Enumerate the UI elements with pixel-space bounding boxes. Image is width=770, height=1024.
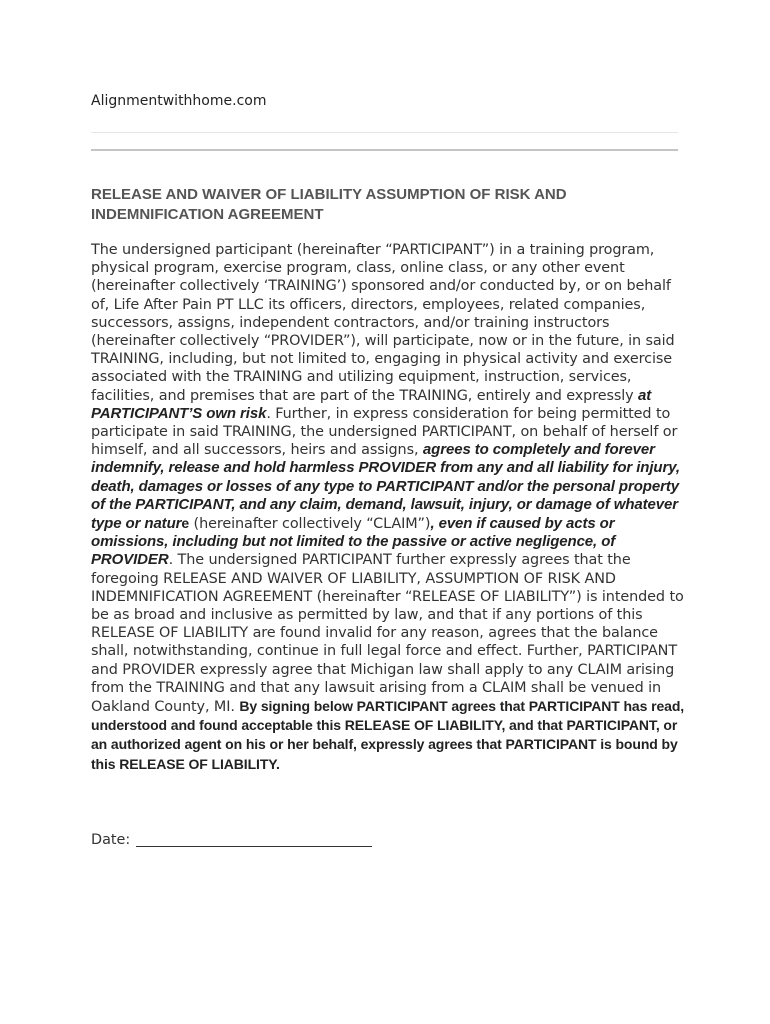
site-name: Alignmentwithhome.com <box>91 93 267 109</box>
indemnify-emphasis-end: e <box>181 515 190 532</box>
body-text-4: . The undersigned PARTICIPANT further expressly agrees that the foregoing RELEASE AND WAIVER OF LIABILITY, ASSUMPTION OF RISK AND INDEMNIFICATION AGREEMENT (hereinafter “RELEASE OF LIABILITY”) is intended to be as broad and inclusive as permitted by law, and that if any portions of this RELEASE OF LIABILITY are found invalid for any reason, agrees that the balance shall, notwithstanding, continue in full legal force and effect. Further, PARTICIPANT and PROVIDER expressly agree that Michigan law shall apply to any CLAIM arising from the TRAINING and that any lawsuit arising from a CLAIM shall be venued in Oakland County, MI. <box>91 552 684 716</box>
release-paragraph <box>91 241 687 774</box>
body-text-1: The undersigned participant (hereinafter “PARTICIPANT”) in a training program, physical program, exercise program, class, online class, or any other event (hereinafter collectively ‘TRAINING’) sponsored and/or conducted by, or on behalf of, Life After Pain PT LLC its officers, directors, employees, related companies, successors, assigns, independent contractors, and/or training instructors (hereinafter collectively “PROVIDER”), will participate, now or in the future, in said TRAINING, including, but not limited to, engaging in physical activity and exercise associated with the TRAINING and utilizing equipment, instruction, services, facilities, and premises that are part of the TRAINING, entirely and expressly <box>91 242 675 404</box>
body-text-2: . Further, in express consideration for being permitted to participate in said TRAINING, the undersigned PARTICIPANT, on behalf of herself or himself, and all successors, heirs and assigns, <box>91 405 678 459</box>
date-signature-line[interactable] <box>136 834 372 847</box>
date-field <box>91 832 372 848</box>
document-title <box>91 185 691 225</box>
body-text-3: (hereinafter collectively “CLAIM”) <box>189 516 431 533</box>
own-risk-emphasis: at PARTICIPANT’S own risk <box>91 386 652 422</box>
title-line-1: RELEASE AND WAIVER OF LIABILITY ASSUMPTION OF RISK AND <box>91 186 567 203</box>
header-divider <box>91 149 678 151</box>
signing-agreement-text: By signing below PARTICIPANT agrees that PARTICIPANT has read, understood and found acceptable this RELEASE OF LIABILITY, and that PARTICIPANT, or an authorized agent on his or her behalf, expressly agrees that PARTICIPANT is bound by this RELEASE OF LIABILITY. <box>91 698 685 772</box>
date-label: Date: <box>91 832 131 848</box>
title-line-2: INDEMNIFICATION AGREEMENT <box>91 206 324 223</box>
indemnify-emphasis: agrees to completely and forever indemnify, release and hold harmless PROVIDER from any and all liability for injury, death, damages or losses of any type to PARTICIPANT and/or the personal property of the PARTICIPANT, and any claim, demand, lawsuit, injury, or damage of whatever type or natur <box>91 441 680 533</box>
negligence-emphasis: , even if caused by acts or omissions, including but not limited to the passive or active negligence, of PROVIDER <box>91 515 616 569</box>
header-divider-faint <box>91 132 678 133</box>
